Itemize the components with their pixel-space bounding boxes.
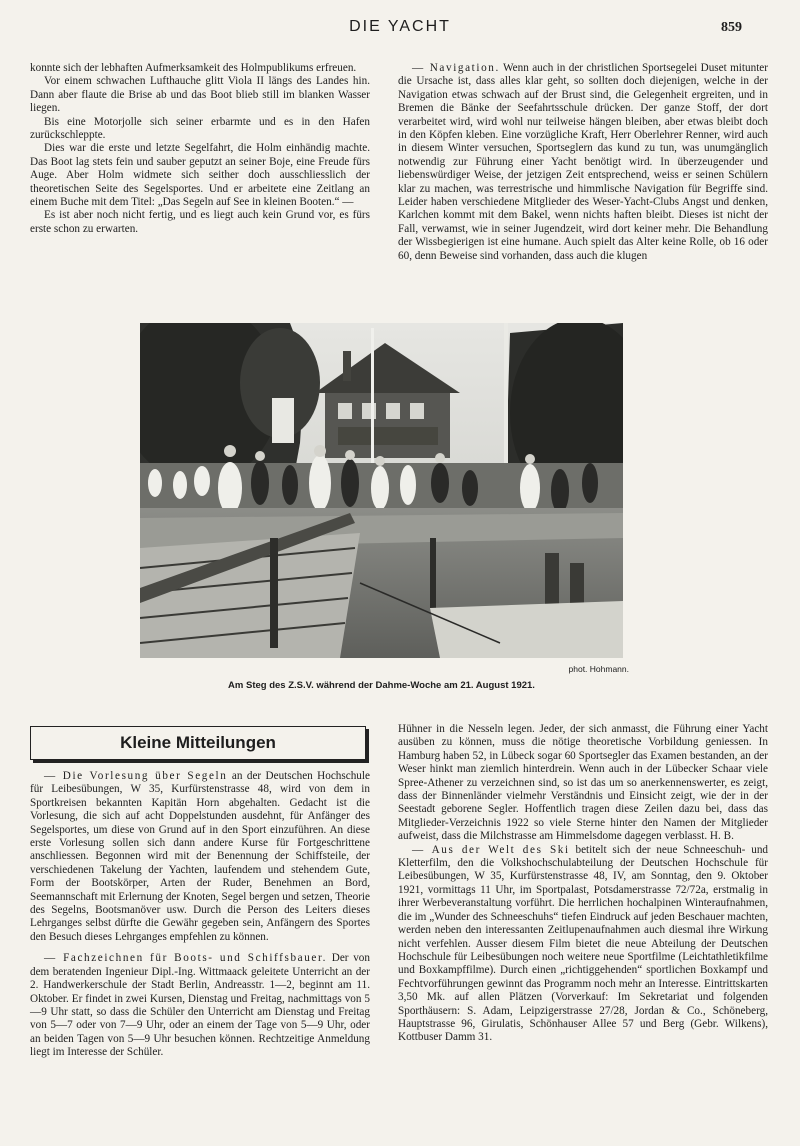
paragraph-lead: — Die Vorlesung über Segeln bbox=[44, 770, 228, 782]
article-column-right-top bbox=[398, 62, 768, 263]
navigation-paragraph bbox=[398, 62, 768, 263]
running-title: DIE YACHT bbox=[349, 18, 451, 35]
paragraph: Dies war die erste und letzte Segelfahrt, die Holm einhändig machte. Das Boot lag stets fein und sauber geputzt an seiner Boje, eine Freude fürs Auge. Aber Holm widmete sich seither doch ausschliesslich der theoretischen Seite des Segelsportes. Und er arbeitete eine Zeitlang an einem Buche mit dem Titel: „Das Segeln auf See in kleinen Booten.“ — bbox=[30, 142, 370, 209]
article-column-right-bottom bbox=[398, 723, 768, 1045]
article-column-left-top bbox=[30, 62, 370, 236]
photo-credit: phot. Hohmann. bbox=[568, 664, 629, 674]
paragraph-lead: — Aus der Welt des Ski bbox=[412, 843, 570, 856]
photo-dock-scene bbox=[140, 323, 623, 658]
paragraph-text: an der Deutschen Hochschule für Leibesübungen, W 35, Kurfürstenstrasse 48, wird von dem in Sportkreisen bekannten Kapitän Horn abgehalten. Gedacht ist die Vorlesung, die sich auf acht Doppelstunden ausdehnt, für Anfänger des Segelsportes, um diese von Grund auf in den Sport einzuführen. An diese erste Vorlesung sollen sich dann andere Kurse für Fortgeschrittene anschliessen. Begonnen wird mit der Benennung der Schiffsteile, der verschiedenen Takelung der Yachten, laufendem und stehendem Gute, Form der Bootskörper, Arten der Ruder, Benehmen an Bord, Seemannschaft mit Erlernung der Knoten, Segel bergen und setzen, Theorie des Segelns, Bootsmanöver usw. Durch die Person des Leiters dieses Lehrganges selbst dürfte die Gewähr gegeben sein, Anfängern des Sportes den Besuch dieses Lehrganges empfehlen zu können. bbox=[30, 770, 370, 943]
section-title: Kleine Mitteilungen bbox=[120, 733, 276, 752]
paragraph-text: betitelt sich der neue Schneeschuh- und Kletterfilm, den die Volkshochschulabteilung der Deutschen Hochschule für Leibesübungen, W 35, Kurfürstenstrasse 48, IV, am Sonntag, den 9. Oktober 1921, vormittags 11 Uhr, im Sportpalast, Potsdamerstrasse 72/72a, erstmalig in ihrer Werbeveranstaltung vorführt. Die herrlichen hochalpinen Winteraufnahmen, die im „Wunder des Schneeschuhs“ tiefen Eindruck auf jeden Beschauer machten, werden neben den interessanten Zeitlupenaufnahmen auch diesmal ihre Wirkung nicht verfehlen. Ausser diesem Film bietet die neue Abteilung der Deutschen Hochschule für Leibesübungen noch weitere neue Sportfilme (Leichtathletikfilme und Boxkampffilme). Durch einen „richtiggehenden“ sportlichen Boxkampf und Fechtvorführungen gewinnt das Programm noch mehr an Interesse. Eintrittskarten 3,50 Mk. auf allen Plätzen (Vorverkauf: Im Sekretariat und folgenden Sporthäusern: S. Adam, Leipzigerstrasse 27/28, Jordan & Co., Schöneberg, Hauptstrasse 96, Girulatis, Schönhauser Allee 57 und Berg (Gebr. Wilkens), Kottbuser Damm 31. bbox=[398, 843, 769, 1044]
page-number: 859 bbox=[721, 20, 742, 35]
fachzeichnen-paragraph bbox=[30, 952, 370, 1059]
paragraph-text: Wenn auch in der christlichen Sportsegelei Duset mitunter die Ursache ist, dass alles klar geht, so sollten doch diejenigen, welche in der Navigation etwas schwach auf der Brust sind, die Gelegenheit ergreiten, und in Bremen die Bänke der Seefahrtsschule drücken. Der ganze Stoff, der dort verarbeitet wird, wird wohl nur teilweise hängen bleiben, aber etwas bleibt doch in den Köpfen kleben. Eine vorzügliche Kraft, Herr Oberlehrer Renner, wird auch in diesem Winter versuchen, Sportseglern das kund zu tun, was unumgänglich notwendig zur Führung einer Yacht benötigt wird. In überzeugender und liebenswürdiger Weise, der jetzigen Zeit entsprechend, weiss er seinen Schülern klar zu machen, was terrestrische und himmlische Navigation für Begriffe sind. Leider haben verschiedene Mitglieder des Weser-Yacht-Clubs Angst und denken, Karlchen kommt mit dem Bakel, wenn nichts haften bleibt. Dieses ist nicht der Fall, verwamst, wie in seiner Jugendzeit, wird dort keiner mehr. Die Behandlung der Wissbegierigen ist eine humane. Auch spielt das Alter keine Rolle, ob 16 oder 60, denn Beweise sind vorhanden, dass auch die klugen bbox=[398, 62, 768, 262]
paragraph: Vor einem schwachen Lufthauche glitt Viola II längs des Landes hin. Dann aber flaute die Brise ab und das Boot blieb still im blanken Wasser liegen. bbox=[30, 75, 370, 115]
paragraph: Bis eine Motorjolle sich seiner erbarmte und es in den Hafen zurückschleppte. bbox=[30, 115, 370, 142]
photo-caption: Am Steg des Z.S.V. während der Dahme-Woche am 21. August 1921. bbox=[228, 680, 535, 691]
ski-paragraph bbox=[398, 844, 768, 1045]
paragraph: Es ist aber noch nicht fertig, und es liegt auch kein Grund vor, es fürs erste schon zu erwarten. bbox=[30, 209, 370, 235]
vorlesung-paragraph bbox=[30, 770, 370, 944]
section-heading-box bbox=[30, 726, 366, 760]
paragraph-text: Der von dem beratenden Ingenieur Dipl.-Ing. Wittmaack geleitete Unterricht an der 2. Handwerkerschule der Stadt Berlin, Andreasstr. 1—2, beginnt am 11. Oktober. Er findet in zwei Kursen, Dienstag und Freitag, nachmittags von 5—9 Uhr statt, so dass die Schüler den Unterricht am Dienstag und Freitag von 5—7 oder von 7—9 Uhr, oder an einem der Tage von 5—9 Uhr, oder an beiden Tagen von 5—9 Uhr besuchen können. Rechtzeitige Anmeldung liegt im Interesse der Schüler. bbox=[30, 952, 370, 1059]
paragraph-lead: — Fachzeichnen für Boots- und Schiffsbauer. bbox=[44, 952, 328, 965]
photo-illustration bbox=[140, 323, 623, 658]
paragraph-lead: — Navigation. bbox=[412, 62, 500, 74]
article-column-left-bottom bbox=[30, 770, 370, 1060]
paragraph: Hühner in die Nesseln legen. Jeder, der sich anmasst, die Führung einer Yacht ausüben zu können, muss die nötige theoretische Vorbildung geniessen. In Hamburg haben 52, in Lübeck sogar 60 Sportsegler das Examen bestanden, an der Weser hinkt man ziemlich hinterdrein. Wenn auch in der Lübecker Schaar viele Spree-Athener zu verzeichnen sind, so ist das um so anerkennenswerter, es zeigt, dass der Binnenländer vielmehr Verständnis und Einsicht zeigt, wie der in der Seestadt geborene Segler. Hoffentlich tragen diese Zeilen dazu bei, dass das Mitglieder-Verzeichnis 1922 so viele Sterne hinter den Namen der Mitglieder aufweist, dass die Milchstrasse am Himmelsdome dagegen verblasst. H. B. bbox=[398, 723, 768, 843]
paragraph: konnte sich der lebhaften Aufmerksamkeit des Holmpublikums erfreuen. bbox=[30, 62, 357, 74]
